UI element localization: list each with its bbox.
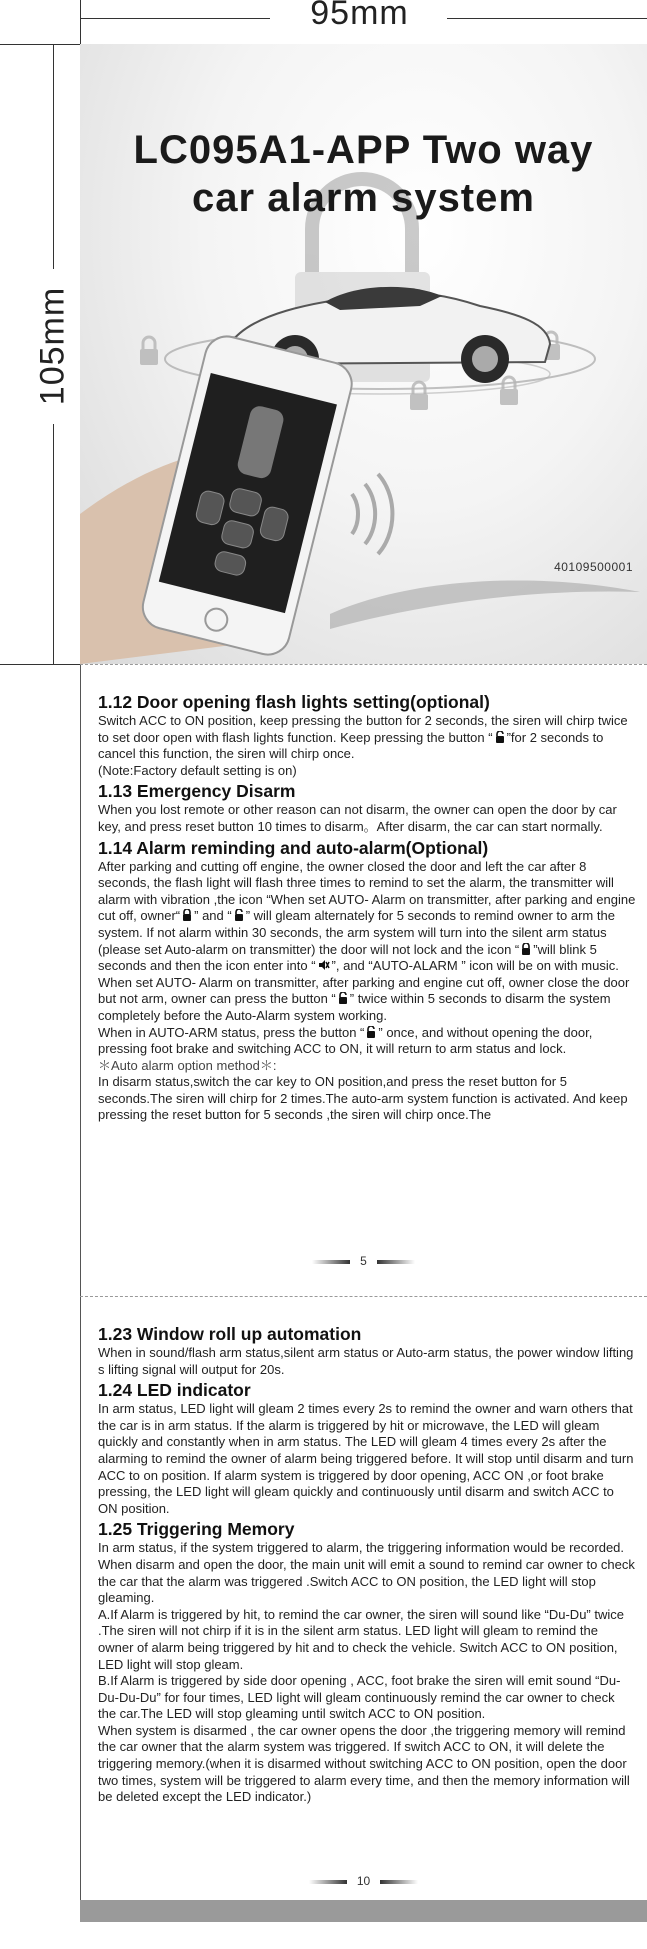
mute-speaker-icon: [318, 959, 330, 971]
unlock-icon: [495, 731, 505, 743]
smartphone-image: [138, 332, 356, 659]
paragraph-1-25-a: In arm status, if the system triggered to alarm, the triggering information would be recorded. When disarm and open the door, the main unit will emit a sound to remind car owner to check the car that the alarm was triggered .Switch ACC to ON position, the LED light will stop gleaming.: [98, 1540, 635, 1606]
page-number-right-bar: [377, 1260, 415, 1264]
page-number-10: 10: [80, 1874, 647, 1888]
bottom-band: [80, 1900, 647, 1922]
heading-1-25: 1.25 Triggering Memory: [98, 1519, 295, 1540]
page-number-right-bar: [380, 1880, 418, 1884]
auto-alarm-method-label: ＊Auto alarm option method＊:: [98, 1057, 277, 1073]
paragraph-1-24: In arm status, LED light will gleam 2 times every 2s to remind the owner and warn others that the car is in arm status. If the alarm is triggered by hit or microwave, the LED will gleam quickly and constantly when in arm status. The LED will gleam 4 times every 2s after the alarming to remind the owner of alarm being triggered before. It will stop until disarm and turn ACC to on position. If alarm system is triggered by door opening, ACC ON ,or foot brake pressing, the LED light will gleam quickly and continuously until disarm and switch ACC to ON position.: [98, 1401, 634, 1516]
page-separator: [80, 1296, 647, 1297]
cover-title-line2: car alarm system: [192, 176, 535, 220]
height-dimension: [0, 44, 80, 664]
paragraph-1-14-c: When in AUTO-ARM status, press the button “ ” once, and without opening the door, pressing foot brake and switching ACC to ON, it will return to arm status and lock.: [98, 1024, 593, 1057]
width-dimension-label: 95mm: [310, 0, 409, 32]
paragraph-1-23: When in sound/flash arm status,silent arm status or Auto-arm status, the power window lifting s lifting signal will output for 20s.: [98, 1345, 634, 1377]
unlock-icon: [234, 909, 244, 921]
paragraph-1-14-d: In disarm status,switch the car key to ON position,and press the reset button for 5 seconds.The siren will chirp for 2 times.The auto-arm system function is activated. And keep pressing the reset button for 5 seconds ,the siren will chirp once.The: [98, 1074, 628, 1123]
lock-icon: [521, 943, 531, 955]
paragraph-1-13: When you lost remote or other reason can not disarm, the owner can open the door by car key, and press reset button 10 times to disarm。After disarm, the car can start normally.: [98, 802, 617, 834]
unlock-icon: [338, 992, 348, 1004]
heading-1-24: 1.24 LED indicator: [98, 1380, 251, 1401]
cover-title-line1: LC095A1-APP Two way: [133, 128, 594, 172]
paragraph-1-14-a: After parking and cutting off engine, the owner closed the door and left the car after 8 seconds, the flash light will flash three times to remind to set the alarm, the transmitter will alarm with vibration ,the icon “When set AUTO- Alarm on transmitter, after parking and engine cut off, owner“ ” and “ ” will gleam alternately for 5 seconds to remind owner to arm the system. If not alarm within 30 seconds, the arm system will turn into the silent arm status (please set Auto-alarm on transmitter) the door will not lock and the icon “ ”will blink 5 seconds and then the icon enter into “ ”, and “AUTO-ALARM ” icon will be on with music.: [98, 858, 636, 974]
product-code: 40109500001: [554, 560, 633, 574]
cover-panel: [80, 44, 647, 664]
height-dimension-label: 105mm: [33, 286, 72, 406]
paragraph-1-25-d: When system is disarmed , the car owner opens the door ,the triggering memory will remind the car owner that the alarm system was triggered. If switch ACC to ON, it will delete the triggering memory.(when it is disarmed without switching ACC to ON position, open the door two times, system will be triggered to alarm every time, and then the memory information will be deleted except the LED indicator.): [98, 1722, 630, 1805]
paragraph-1-14-b: When set AUTO- Alarm on transmitter, after parking and engine cut off, owner close the door but not arm, owner can press the button “ ” twice within 5 seconds to disarm the system completely before the Auto-Alarm system working.: [98, 974, 630, 1023]
page-separator: [80, 664, 647, 665]
paragraph-1-25-b: A.If Alarm is triggered by hit, to remind the car owner, the siren will sound like “Du-Du” twice .The siren will not chirp if it is in the silent arm status. LED light will gleam to remind the owner of alarm being triggered by hit and to check the vehicle. Switch ACC to ON position, LED light will stop gleam.: [98, 1606, 624, 1672]
heading-1-13: 1.13 Emergency Disarm: [98, 781, 296, 802]
paragraph-1-12: Switch ACC to ON position, keep pressing the button for 2 seconds, the siren will chirp twice to set door open with flash lights function. Keep pressing the button “ ”for 2 seconds to cancel this function, the siren will chirp once.: [98, 713, 628, 762]
note-1-12: (Note:Factory default setting is on): [98, 762, 297, 778]
page-number-left-bar: [312, 1260, 350, 1264]
unlock-icon: [366, 1026, 376, 1038]
paragraph-1-25-c: B.If Alarm is triggered by side door opening , ACC, foot brake the siren will emit sound “Du-Du-Du-Du” for four times, LED light will gleam continuously remind the car owner to check the car.The LED will stop gleaming until switch ACC to ON position.: [98, 1673, 621, 1722]
signal-waves-icon: [352, 474, 392, 554]
cover-title: [80, 126, 647, 222]
manual-page-10: [98, 1322, 636, 1806]
width-dimension: [80, 0, 647, 40]
heading-1-14: 1.14 Alarm reminding and auto-alarm(Optional): [98, 837, 489, 858]
heading-1-23: 1.23 Window roll up automation: [98, 1324, 362, 1344]
manual-page-5: [98, 690, 636, 1124]
heading-1-12: 1.12 Door opening flash lights setting(optional): [98, 692, 490, 712]
lock-icon: [182, 909, 192, 921]
page-edge: [80, 664, 81, 1900]
page-number-left-bar: [309, 1880, 347, 1884]
page-number-5: 5: [80, 1254, 647, 1268]
